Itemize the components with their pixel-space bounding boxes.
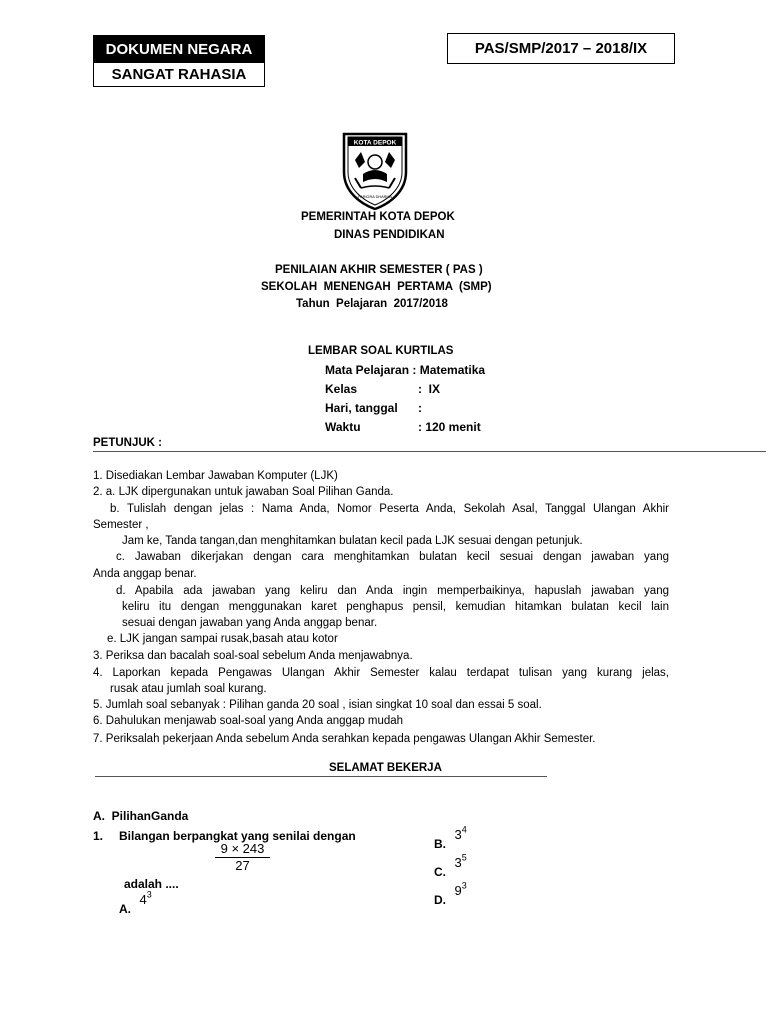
option-base: 3 [454, 855, 462, 870]
instruction-line: 3. Periksa dan bacalah soal-soal sebelum Anda menjawabnya. [93, 650, 413, 662]
closing-text: SELAMAT BEKERJA [329, 762, 442, 774]
option-base: 9 [454, 883, 462, 898]
instruction-line: 4. Laporkan kepada Pengawas Ulangan Akhir Semester kalau terdapat tulisan yang kurang jelas, [93, 667, 669, 679]
instruction-line: Anda anggap benar. [93, 568, 197, 580]
question-number: 1. [93, 829, 104, 843]
info-value: : [418, 401, 422, 415]
secret-label: SANGAT RAHASIA [111, 66, 247, 83]
question-suffix: adalah .... [124, 877, 179, 891]
institution-line-2: DINAS PENDIDIKAN [334, 229, 445, 241]
option-exponent: 3 [146, 889, 152, 900]
instruction-line: Semester , [93, 519, 149, 531]
instruction-line: keliru itu dengan menggunakan karet penghapus pensil, kemudian hitamkan bulatan kecil lain [122, 601, 669, 613]
divider [95, 776, 547, 777]
exam-line-2: SEKOLAH MENENGAH PERTAMA (SMP) [261, 281, 492, 293]
document-classification-box [93, 35, 265, 87]
kota-depok-logo [341, 132, 409, 210]
option-letter: A. [119, 902, 131, 916]
logo-banner-text: KOTA DEPOK [353, 139, 397, 147]
instruction-line: d. Apabila ada jawaban yang keliru dan Anda ingin memperbaikinya, hapuslah jawaban yang [116, 585, 669, 597]
divider [93, 451, 766, 452]
option-exponent: 3 [461, 880, 467, 891]
option-a[interactable] [119, 889, 152, 916]
instruction-line: 2. a. LJK dipergunakan untuk jawaban Soal Pilihan Ganda. [93, 486, 394, 498]
info-label: Kelas [325, 382, 358, 396]
question-text: Bilangan berpangkat yang senilai dengan [119, 829, 356, 843]
institution-line-1: PEMERINTAH KOTA DEPOK [301, 211, 455, 223]
info-row-subject [325, 363, 485, 377]
exam-line-3: Tahun Pelajaran 2017/2018 [296, 298, 448, 310]
shield-emblem-icon [341, 132, 409, 210]
option-exponent: 4 [461, 824, 467, 835]
instructions-heading: PETUNJUK : [93, 437, 163, 449]
instruction-line: 6. Dahulukan menjawab soal-soal yang Anda anggap mudah [93, 715, 404, 727]
question-fraction [215, 841, 270, 873]
instruction-line: sesuai dengan jawaban yang Anda anggap benar. [122, 617, 378, 629]
section-title: A. PilihanGanda [93, 809, 189, 823]
option-exponent: 5 [461, 852, 467, 863]
option-base: 4 [139, 892, 147, 907]
fraction-numerator: 9 × 243 [220, 841, 265, 856]
option-c[interactable] [434, 852, 467, 879]
info-label: Mata Pelajaran [325, 363, 410, 377]
option-letter: B. [434, 837, 446, 851]
info-label: Hari, tanggal [325, 401, 398, 415]
option-b[interactable] [434, 824, 467, 851]
info-label: Waktu [325, 420, 361, 434]
instruction-line: rusak atau jumlah soal kurang. [110, 683, 267, 695]
info-value: : 120 menit [418, 420, 481, 434]
info-row-class [325, 382, 441, 396]
fraction-denominator: 27 [235, 858, 250, 873]
info-value: : IX [418, 382, 441, 396]
instruction-line: 7. Periksalah pekerjaan Anda sebelum Anda serahkan kepada pengawas Ulangan Akhir Semester. [93, 733, 596, 745]
instruction-line: b. Tulislah dengan jelas : Nama Anda, Nomor Peserta Anda, Sekolah Asal, Tanggal Ulangan Akhir [110, 503, 669, 515]
info-value: : Matematika [412, 363, 486, 377]
instruction-line: 5. Jumlah soal sebanyak : Pilihan ganda 20 soal , isian singkat 10 soal dan essai 5 soal. [93, 699, 542, 711]
instruction-line: Jam ke, Tanda tangan,dan menghitamkan bulatan kecil pada LJK sesuai dengan petunjuk. [122, 535, 583, 547]
option-d[interactable] [434, 880, 467, 907]
instruction-line: 1. Disediakan Lembar Jawaban Komputer (LJK) [93, 470, 338, 482]
option-letter: C. [434, 865, 446, 879]
option-letter: D. [434, 893, 446, 907]
instruction-line: e. LJK jangan sampai rusak,basah atau kotor [107, 633, 338, 645]
instruction-line: c. Jawaban dikerjakan dengan cara menghitamkan bulatan kecil sesuai dengan jawaban yang [116, 551, 669, 563]
sheet-title: LEMBAR SOAL KURTILAS [308, 345, 454, 357]
info-row-date [325, 401, 422, 415]
info-row-time [325, 420, 481, 434]
option-base: 3 [454, 827, 462, 842]
exam-line-1: PENILAIAN AKHIR SEMESTER ( PAS ) [275, 264, 483, 276]
logo-motto-text: PARIGRA DHARMA [357, 195, 393, 199]
exam-code: PAS/SMP/2017 – 2018/IX [447, 33, 675, 64]
doc-label: DOKUMEN NEGARA [94, 36, 264, 63]
